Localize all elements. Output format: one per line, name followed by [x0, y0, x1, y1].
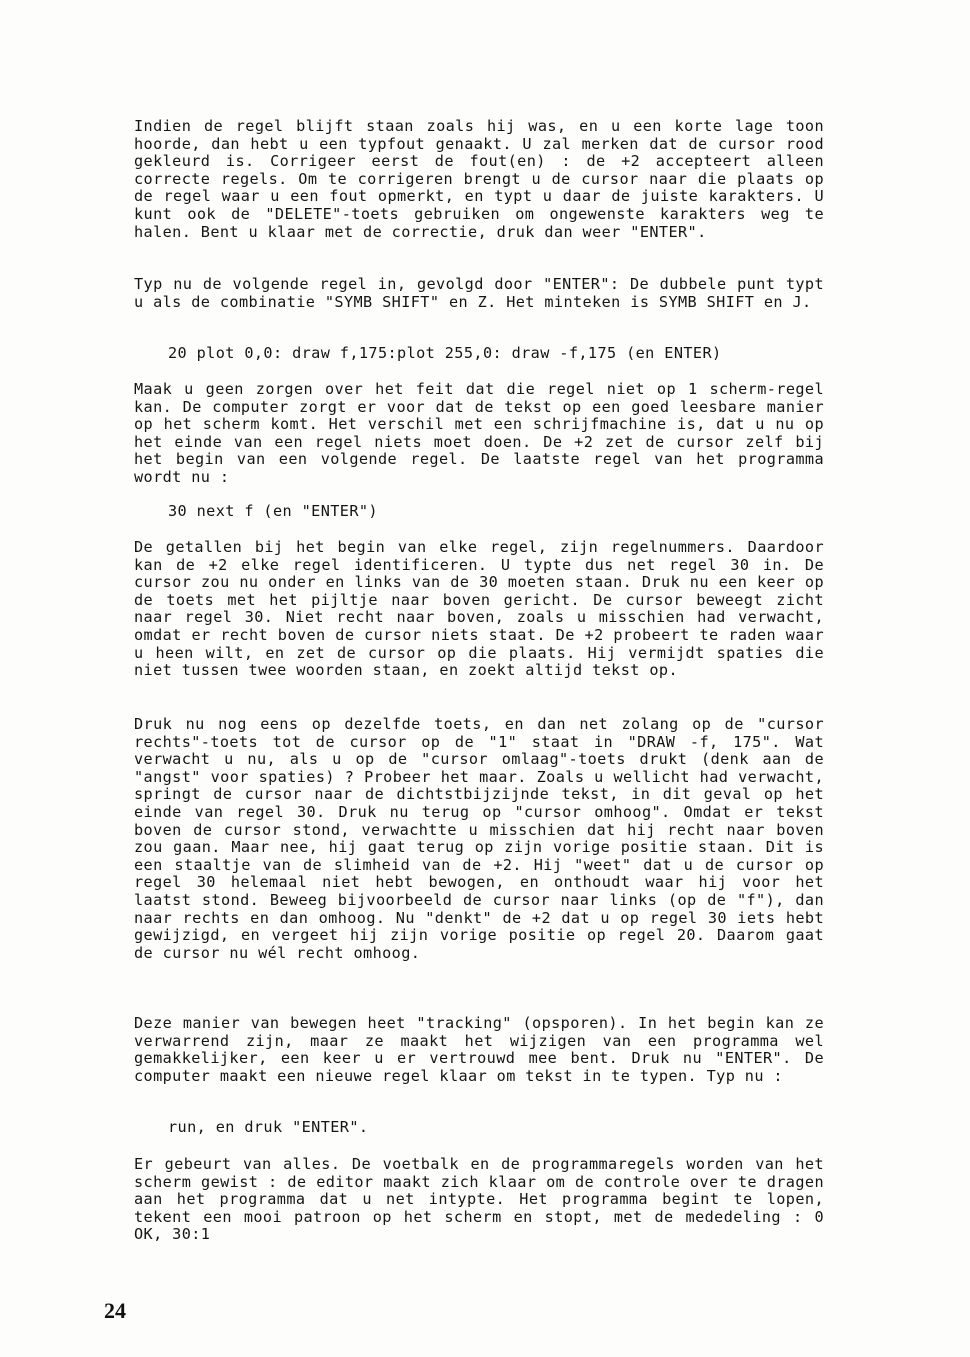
- paragraph-text: Er gebeurt van alles. De voetbalk en de programmaregels worden van het scherm gewist : de editor maakt zich klaar om de controle over te dragen aan het programma dat u net intypte. Het programma begint te lopen, tekent een mooi patroon op het scherm en stopt, met de mededeling : 0 OK, 30:1: [134, 1155, 824, 1244]
- code-line-30: 30 next f (en "ENTER"): [168, 502, 378, 520]
- paragraph-text: Maak u geen zorgen over het feit dat die regel niet op 1 scherm-regel kan. De computer zorgt er voor dat de tekst op een goed leesbare manier op het scherm komt. Het verschil met een schrijfmachine is, dat u nu op het einde van een regel niets moet doen. De +2 zet de cursor zelf bij het begin van een volgende regel. De laatste regel van het programma wordt nu :: [134, 380, 824, 486]
- paragraph-text: Typ nu de volgende regel in, gevolgd door "ENTER": De dubbele punt typt u als de combinatie "SYMB SHIFT" en Z. Het minteken is SYMB SHIFT en J.: [134, 275, 824, 311]
- paragraph-typing-error: [134, 118, 824, 241]
- paragraph-text: Deze manier van bewegen heet "tracking" (opsporen). In het begin kan ze verwarrend zijn, maar ze maakt het wijzigen van een programma wel gemakkelijker, een keer u er vertrouwd mee bent. Druk nu "ENTER". De computer maakt een nieuwe regel klaar om tekst in te typen. Typ nu :: [134, 1014, 824, 1085]
- paragraph-cursor-movement: [134, 716, 824, 962]
- paragraph-text: Indien de regel blijft staan zoals hij was, en u een korte lage toon hoorde, dan hebt u een typfout genaakt. U zal merken dat de cursor rood gekleurd is. Corrigeer eerst de fout(en) : de +2 accepteert alleen correcte regels. Om te corrigeren brengt u de cursor naar die plaats op de regel waar u een fout opmerkt, en typt u daar de juiste karakters. U kunt ook de "DELETE"-toets gebruiken om ongewenste karakters weg te halen. Bent u klaar met de correctie, druk dan weer "ENTER".: [134, 117, 824, 241]
- paragraph-line-numbers: [134, 539, 824, 680]
- code-run-command: run, en druk "ENTER".: [168, 1118, 369, 1136]
- paragraph-tracking: [134, 1015, 824, 1085]
- paragraph-next-line-instruction: [134, 276, 824, 311]
- paragraph-text: De getallen bij het begin van elke regel, zijn regelnummers. Daardoor kan de +2 elke regel identificeren. U typte dus net regel 30 in. De cursor zou nu onder en links van de 30 moeten staan. Druk nu een keer op de toets met het pijltje naar boven gericht. De cursor beweegt zicht naar regel 30. Niet recht naar boven, zoals u misschien had verwacht, omdat er recht boven de cursor niets staat. De +2 probeert te raden waar u heen wilt, en zet de cursor op die plaats. Hij vermijdt spaties die niet tussen twee woorden staan, en zoekt altijd tekst op.: [134, 538, 824, 680]
- paragraph-screen-line: [134, 381, 824, 487]
- paragraph-text: Druk nu nog eens op dezelfde toets, en dan net zolang op de "cursor rechts"-toets tot de cursor op de "1" staat in "DRAW -f, 175". Wat verwacht u nu, als u op de "cursor omlaag"-toets drukt (denk aan de "angst" voor spaties) ? Probeer het maar. Zoals u wellicht had verwacht, springt de cursor naar de dichtstbijzijnde tekst, in dit geval op het einde van regel 30. Druk nu terug op "cursor omhoog". Omdat er tekst boven de cursor stond, verwachtte u misschien dat hij recht naar boven zou gaan. Maar nee, hij gaat terug op zijn vorige positie staan. Dit is een staaltje van de slimheid van de +2. Hij "weet" dat u de cursor op regel 30 helemaal niet hebt bewogen, en onthoudt waar hij voor het laatst stond. Beweeg bijvoorbeeld de cursor naar links (op de "f"), dan naar rechts en dan omhoog. Nu "denkt" de +2 dat u op regel 30 iets hebt gewijzigd, en vergeet hij zijn vorige positie op regel 20. Daarom gaat de cursor nu wél recht omhoog.: [134, 715, 824, 962]
- page-number: 24: [104, 1298, 126, 1323]
- paragraph-program-runs: [134, 1156, 824, 1244]
- code-line-20: 20 plot 0,0: draw f,175:plot 255,0: draw -f,175 (en ENTER): [168, 344, 722, 362]
